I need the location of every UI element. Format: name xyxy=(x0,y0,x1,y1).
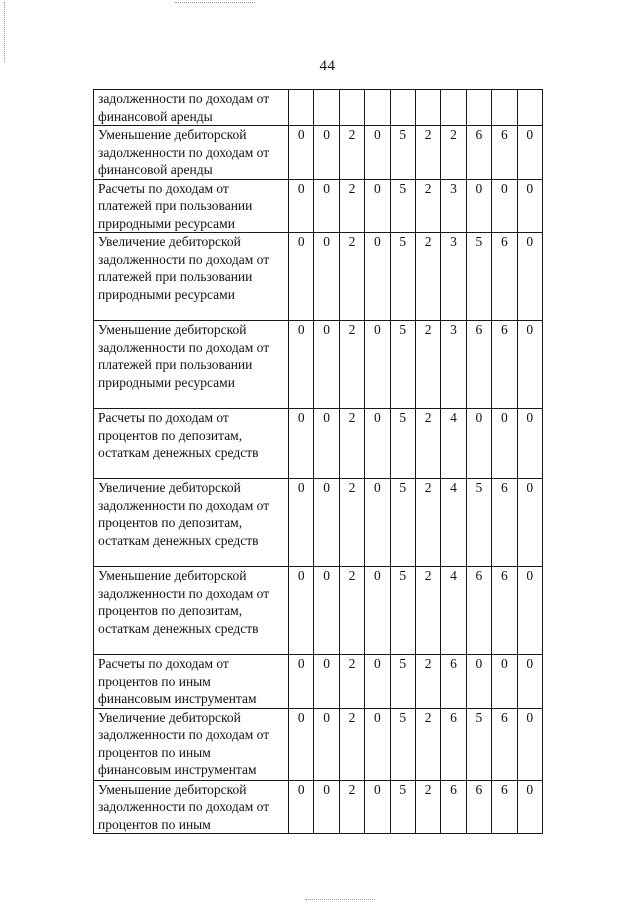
code-digit-cell: 2 xyxy=(415,233,440,321)
code-digit-cell: 0 xyxy=(517,708,542,780)
code-digit-cell xyxy=(492,90,517,126)
row-name-cell: Расчеты по доходам от процентов по депозитам, остаткам денежных средств xyxy=(94,409,289,479)
scan-edge-mark xyxy=(305,899,375,901)
table-row xyxy=(94,655,543,709)
code-digit-cell: 0 xyxy=(314,409,339,479)
code-digit-cell: 0 xyxy=(365,655,390,709)
code-digit-cell: 6 xyxy=(492,708,517,780)
code-digit-cell: 5 xyxy=(390,179,415,233)
code-digit-cell: 0 xyxy=(289,321,314,409)
code-digit-cell: 2 xyxy=(339,179,364,233)
code-digit-cell: 0 xyxy=(517,126,542,180)
code-digit-cell: 3 xyxy=(441,233,466,321)
table-row xyxy=(94,321,543,409)
row-name-cell: задолженности по доходам от финансовой аренды xyxy=(94,90,289,126)
code-digit-cell: 5 xyxy=(390,708,415,780)
code-digit-cell: 5 xyxy=(466,479,491,567)
code-digit-cell: 0 xyxy=(466,655,491,709)
code-digit-cell: 3 xyxy=(441,179,466,233)
code-digit-cell: 3 xyxy=(441,321,466,409)
code-digit-cell: 0 xyxy=(365,479,390,567)
code-digit-cell xyxy=(466,90,491,126)
code-digit-cell: 6 xyxy=(492,233,517,321)
code-digit-cell: 0 xyxy=(289,567,314,655)
code-digit-cell: 5 xyxy=(390,233,415,321)
code-digit-cell: 0 xyxy=(466,179,491,233)
code-digit-cell: 0 xyxy=(314,126,339,180)
code-digit-cell: 2 xyxy=(415,409,440,479)
page-number: 44 xyxy=(319,58,336,74)
code-digit-cell: 0 xyxy=(289,708,314,780)
code-digit-cell: 2 xyxy=(339,126,364,180)
code-digit-cell: 0 xyxy=(492,409,517,479)
code-digit-cell: 0 xyxy=(517,479,542,567)
code-digit-cell: 0 xyxy=(365,708,390,780)
code-digit-cell: 0 xyxy=(289,780,314,834)
code-digit-cell: 5 xyxy=(466,708,491,780)
code-digit-cell: 0 xyxy=(314,179,339,233)
code-digit-cell: 2 xyxy=(415,126,440,180)
code-digit-cell: 0 xyxy=(314,233,339,321)
code-digit-cell: 5 xyxy=(390,567,415,655)
code-digit-cell: 5 xyxy=(390,409,415,479)
code-digit-cell: 0 xyxy=(365,126,390,180)
code-digit-cell: 0 xyxy=(517,179,542,233)
code-digit-cell: 2 xyxy=(339,321,364,409)
code-digit-cell xyxy=(314,90,339,126)
code-digit-cell xyxy=(415,90,440,126)
code-digit-cell: 2 xyxy=(415,321,440,409)
code-digit-cell: 0 xyxy=(365,409,390,479)
code-digit-cell: 6 xyxy=(492,567,517,655)
row-name-cell: Увеличение дебиторской задолженности по доходам от процентов по иным финансовым инструментам xyxy=(94,708,289,780)
code-digit-cell: 0 xyxy=(314,479,339,567)
scan-edge-mark xyxy=(175,2,255,4)
code-digit-cell: 0 xyxy=(289,479,314,567)
table-body xyxy=(94,90,543,834)
code-digit-cell: 0 xyxy=(492,655,517,709)
code-digit-cell: 2 xyxy=(415,567,440,655)
code-digit-cell: 4 xyxy=(441,409,466,479)
row-name-cell: Расчеты по доходам от процентов по иным финансовым инструментам xyxy=(94,655,289,709)
code-digit-cell: 0 xyxy=(365,567,390,655)
code-digit-cell: 2 xyxy=(339,233,364,321)
code-digit-cell: 5 xyxy=(390,655,415,709)
code-digit-cell: 0 xyxy=(517,567,542,655)
code-digit-cell: 6 xyxy=(466,780,491,834)
code-digit-cell: 0 xyxy=(517,780,542,834)
code-digit-cell: 6 xyxy=(492,479,517,567)
code-digit-cell: 2 xyxy=(339,655,364,709)
row-name-cell: Увеличение дебиторской задолженности по доходам от платежей при пользовании природными ресурсами xyxy=(94,233,289,321)
code-digit-cell: 0 xyxy=(365,780,390,834)
code-digit-cell: 6 xyxy=(466,321,491,409)
code-digit-cell: 0 xyxy=(314,780,339,834)
table-row xyxy=(94,233,543,321)
code-digit-cell xyxy=(289,90,314,126)
code-digit-cell: 0 xyxy=(365,179,390,233)
code-digit-cell: 6 xyxy=(441,655,466,709)
code-digit-cell: 4 xyxy=(441,479,466,567)
table-row xyxy=(94,479,543,567)
code-digit-cell: 0 xyxy=(517,655,542,709)
table-row xyxy=(94,708,543,780)
code-digit-cell: 5 xyxy=(390,126,415,180)
code-digit-cell: 2 xyxy=(339,708,364,780)
code-digit-cell xyxy=(517,90,542,126)
code-digit-cell xyxy=(365,90,390,126)
code-digit-cell: 6 xyxy=(492,126,517,180)
code-digit-cell xyxy=(390,90,415,126)
code-digit-cell: 6 xyxy=(441,780,466,834)
table-row xyxy=(94,409,543,479)
code-digit-cell: 0 xyxy=(365,321,390,409)
code-digit-cell: 2 xyxy=(339,780,364,834)
budget-codes-table xyxy=(93,89,543,834)
code-digit-cell: 0 xyxy=(517,409,542,479)
code-digit-cell: 5 xyxy=(466,233,491,321)
row-name-cell: Расчеты по доходам от платежей при пользовании природными ресурсами xyxy=(94,179,289,233)
code-digit-cell: 0 xyxy=(289,233,314,321)
code-digit-cell: 2 xyxy=(339,479,364,567)
code-digit-cell: 6 xyxy=(492,321,517,409)
row-name-cell: Уменьшение дебиторской задолженности по доходам от платежей при пользовании природными ресурсами xyxy=(94,321,289,409)
code-digit-cell: 2 xyxy=(339,567,364,655)
row-name-cell: Уменьшение дебиторской задолженности по доходам от процентов по иным xyxy=(94,780,289,834)
code-digit-cell: 2 xyxy=(415,479,440,567)
table-row xyxy=(94,567,543,655)
table-row xyxy=(94,179,543,233)
code-digit-cell: 0 xyxy=(314,708,339,780)
code-digit-cell: 2 xyxy=(415,655,440,709)
table-row xyxy=(94,780,543,834)
code-digit-cell: 2 xyxy=(415,179,440,233)
code-digit-cell: 0 xyxy=(517,233,542,321)
code-digit-cell xyxy=(441,90,466,126)
code-digit-cell: 0 xyxy=(314,321,339,409)
code-digit-cell: 6 xyxy=(492,780,517,834)
code-digit-cell: 5 xyxy=(390,321,415,409)
code-digit-cell: 2 xyxy=(415,708,440,780)
row-name-cell: Увеличение дебиторской задолженности по доходам от процентов по депозитам, остаткам денежных средств xyxy=(94,479,289,567)
code-digit-cell: 0 xyxy=(492,179,517,233)
code-digit-cell: 6 xyxy=(466,126,491,180)
code-digit-cell: 0 xyxy=(314,655,339,709)
code-digit-cell: 6 xyxy=(441,708,466,780)
code-digit-cell xyxy=(339,90,364,126)
table-row xyxy=(94,90,543,126)
code-digit-cell: 2 xyxy=(415,780,440,834)
code-digit-cell: 2 xyxy=(441,126,466,180)
row-name-cell: Уменьшение дебиторской задолженности по доходам от процентов по депозитам, остаткам денежных средств xyxy=(94,567,289,655)
code-digit-cell: 0 xyxy=(365,233,390,321)
code-digit-cell: 0 xyxy=(289,179,314,233)
code-digit-cell: 0 xyxy=(314,567,339,655)
row-name-cell: Уменьшение дебиторской задолженности по доходам от финансовой аренды xyxy=(94,126,289,180)
code-digit-cell: 0 xyxy=(289,655,314,709)
code-digit-cell: 5 xyxy=(390,479,415,567)
code-digit-cell: 4 xyxy=(441,567,466,655)
code-digit-cell: 0 xyxy=(517,321,542,409)
scan-edge-mark xyxy=(4,2,7,62)
code-digit-cell: 6 xyxy=(466,567,491,655)
code-digit-cell: 5 xyxy=(390,780,415,834)
code-digit-cell: 2 xyxy=(339,409,364,479)
table-row xyxy=(94,126,543,180)
code-digit-cell: 0 xyxy=(466,409,491,479)
code-digit-cell: 0 xyxy=(289,409,314,479)
code-digit-cell: 0 xyxy=(289,126,314,180)
